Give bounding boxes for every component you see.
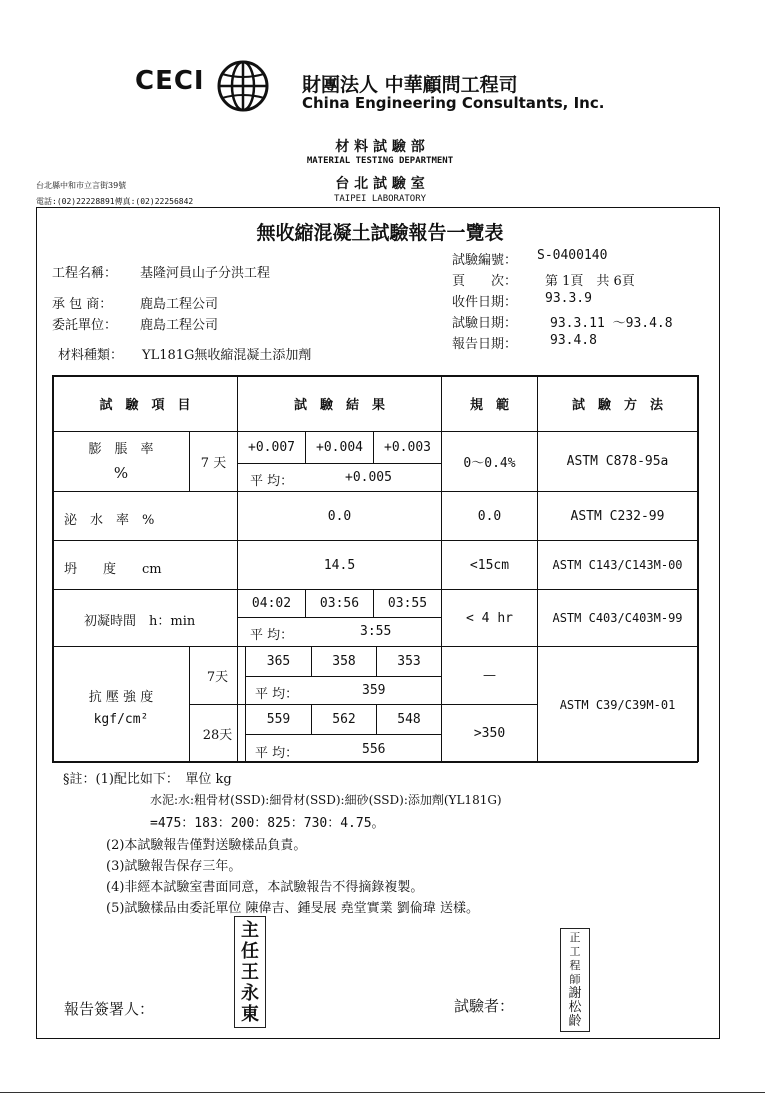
- expansion-age: 7 天: [200, 456, 227, 471]
- setting-avg: 3:55: [360, 624, 392, 639]
- project-value: 基隆河員山子分洪工程: [140, 266, 271, 281]
- test-no-value: S-0400140: [537, 248, 608, 263]
- tester-stamp-char: 齡: [568, 1014, 582, 1029]
- signer-stamp-char: 主: [241, 919, 259, 941]
- org-name-en: China Engineering Consultants, Inc.: [302, 94, 605, 112]
- note-5: (5)試驗樣品由委託單位 陳偉吉、鍾旻展 堯堂實業 劉倫瑋 送樣。: [106, 901, 479, 916]
- contractor-value: 鹿島工程公司: [140, 297, 219, 312]
- bleeding-result: 0.0: [327, 508, 352, 524]
- scan-edge-line: [0, 1092, 765, 1093]
- strength-28d-3: 548: [397, 712, 421, 727]
- tester-stamp-char: 程: [569, 959, 581, 972]
- org-name-cn: 財團法人 中華顧問工程司: [302, 74, 518, 96]
- slump-label: 坍 度 cm: [64, 562, 162, 577]
- material-label: 材料種類：: [58, 348, 124, 363]
- tester-stamp-char: 正: [569, 931, 581, 944]
- report-title: 無收縮混凝土試驗報告一覽表: [256, 222, 504, 244]
- tester-stamp-char: 工: [569, 945, 581, 958]
- setting-value-1: 04:02: [251, 596, 292, 611]
- strength-7d-avg: 359: [362, 683, 386, 698]
- strength-unit: kgf/cm²: [93, 711, 149, 727]
- strength-7d-3: 353: [397, 654, 421, 669]
- ceci-logo-text: CECI: [135, 66, 205, 96]
- strength-method: ASTM C39/C39M-01: [559, 697, 676, 712]
- tester-label: 試驗者：: [454, 997, 515, 1015]
- expansion-value-3: +0.003: [384, 440, 431, 455]
- note-2: (2)本試驗報告僅對送驗樣品負責。: [106, 838, 307, 853]
- strength-7d-spec: —: [483, 668, 496, 683]
- tester-stamp-char: 師: [569, 973, 581, 986]
- strength-28d-1: 559: [266, 712, 291, 727]
- setting-avg-label: 平 均：: [250, 628, 294, 643]
- expansion-method: ASTM C878-95a: [566, 454, 669, 469]
- address: 台北縣中和市立言街39號: [36, 181, 127, 190]
- setting-method: ASTM C403/C403M-99: [552, 611, 683, 625]
- expansion-spec: 0～0.4%: [463, 456, 516, 471]
- dept-cn: 材 料 試 驗 部: [335, 139, 425, 155]
- test-no-label: 試驗編號：: [452, 253, 518, 268]
- expansion-value-1: +0.007: [248, 440, 295, 455]
- ceci-globe-icon: [216, 60, 270, 112]
- strength-28d-spec: >350: [473, 726, 506, 741]
- signer-stamp-char: 東: [241, 1003, 259, 1025]
- strength-age-7: 7天: [206, 670, 229, 685]
- expansion-value-2: +0.004: [316, 440, 363, 455]
- received-value: 93.3.9: [545, 291, 592, 306]
- note-1-mix-names: 水泥:水:粗骨材(SSD):細骨材(SSD):細砂(SSD):添加劑(YL181G): [150, 793, 502, 807]
- signer-stamp-char: 永: [241, 982, 259, 1004]
- tester-stamp-char: 松: [568, 1000, 582, 1015]
- slump-method: ASTM C143/C143M-00: [552, 558, 683, 572]
- expansion-avg: +0.005: [345, 470, 392, 485]
- strength-28d-2: 562: [332, 712, 356, 727]
- signer-stamp: [234, 916, 266, 1028]
- expansion-unit: %: [113, 464, 129, 482]
- strength-7d-1: 365: [266, 654, 291, 669]
- setting-value-3: 03:55: [387, 596, 428, 611]
- report-date-label: 報告日期：: [452, 337, 518, 352]
- note-4: (4)非經本試驗室書面同意，本試驗報告不得摘錄複製。: [106, 880, 424, 895]
- lab-en: TAIPEI LABORATORY: [333, 194, 427, 204]
- strength-7d-avg-label: 平 均：: [255, 687, 299, 702]
- phone-fax: 電話:(02)22228891傳真:(02)22256842: [36, 197, 194, 206]
- strength-28d-avg-label: 平 均：: [255, 746, 299, 761]
- strength-label: 抗 壓 強 度: [88, 689, 154, 705]
- strength-age-28: 28天: [202, 728, 233, 743]
- strength-28d-avg: 556: [362, 742, 386, 757]
- page-value: 第 1頁 共 6頁: [545, 274, 635, 289]
- received-label: 收件日期：: [452, 295, 518, 310]
- setting-label: 初凝時間 h：min: [84, 614, 196, 629]
- header-method: 試 驗 方 法: [571, 398, 663, 413]
- slump-spec: <15cm: [469, 557, 510, 573]
- bleeding-spec: 0.0: [477, 508, 502, 524]
- slump-result: 14.5: [323, 557, 356, 573]
- header-spec: 規 範: [469, 398, 509, 413]
- material-value: YL181G無收縮混凝土添加劑: [142, 348, 312, 363]
- header-test-result: 試 驗 結 果: [293, 398, 385, 413]
- strength-7d-2: 358: [332, 654, 356, 669]
- test-date-label: 試驗日期：: [452, 316, 518, 331]
- header-test-item: 試 驗 項 目: [99, 398, 191, 413]
- page-label: 頁 次：: [452, 274, 518, 289]
- note-3: (3)試驗報告保存三年。: [106, 859, 242, 874]
- bleeding-label: 泌 水 率 %: [64, 513, 155, 528]
- note-1: §註：(1)配比如下： 單位 kg: [63, 772, 232, 787]
- client-label: 委託單位：: [52, 318, 118, 333]
- lab-cn: 台 北 試 驗 室: [335, 176, 425, 192]
- client-value: 鹿島工程公司: [140, 318, 219, 333]
- signer-label: 報告簽署人：: [64, 1000, 155, 1018]
- setting-spec: < 4 hr: [466, 610, 513, 626]
- signer-stamp-char: 王: [241, 961, 259, 983]
- dept-en: MATERIAL TESTING DEPARTMENT: [306, 156, 454, 166]
- project-label: 工程名稱：: [52, 266, 118, 281]
- tester-stamp-char: 謝: [568, 986, 582, 1001]
- expansion-avg-label: 平 均：: [250, 474, 294, 489]
- tester-stamp: [560, 928, 590, 1032]
- signer-stamp-char: 任: [241, 940, 259, 962]
- expansion-label: 膨 脹 率: [88, 441, 154, 457]
- setting-value-2: 03:56: [319, 596, 360, 611]
- contractor-label: 承 包 商：: [52, 297, 113, 312]
- report-date-value: 93.4.8: [550, 333, 597, 348]
- note-1-mix-ratio: =475：183：200：825：730：4.75。: [150, 816, 385, 831]
- test-date-value: 93.3.11 ～93.4.8: [550, 316, 673, 331]
- bleeding-method: ASTM C232-99: [570, 508, 665, 524]
